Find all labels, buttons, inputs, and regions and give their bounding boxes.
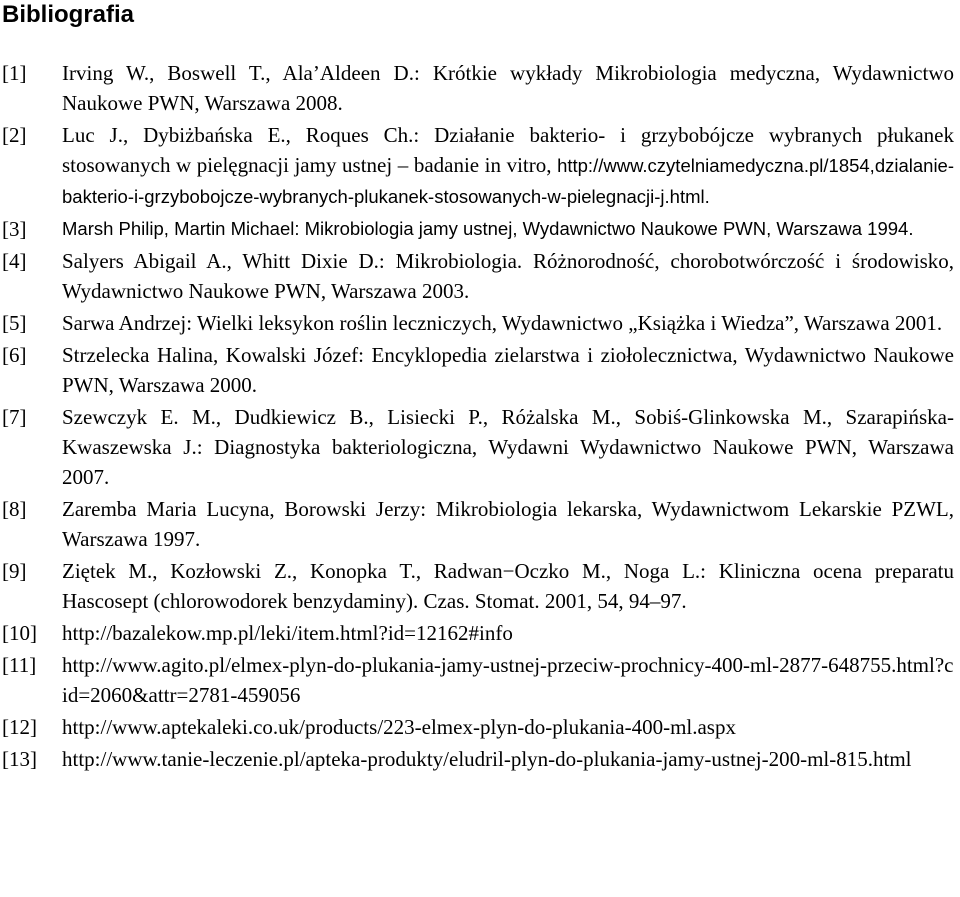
reference-text: Marsh Philip, Martin Michael: Mikrobiologia jamy ustnej, Wydawnictwo Naukowe PWN, Warszawa 1994. xyxy=(62,218,914,239)
reference-url: http://www.agito.pl/elmex-plyn-do-plukania-jamy-ustnej-przeciw-prochnicy-400-ml-2877-648755.html?cid=2060&attr=2781-459056 xyxy=(62,653,954,707)
reference-item-12 xyxy=(0,712,954,742)
reference-text: Szewczyk E. M., Dudkiewicz B., Lisiecki P., Różalska M., Sobiś-Glinkowska M., Szarapińska- Kwaszewska J.: Diagnostyka bakteriologiczna, Wydawni Wydawnictwo Naukowe PWN, Warszawa 2007. xyxy=(62,405,954,489)
reference-item-10 xyxy=(0,618,954,648)
reference-number: [12] xyxy=(2,715,37,739)
reference-item-7 xyxy=(0,402,954,492)
reference-number: [2] xyxy=(2,123,27,147)
reference-text: Strzelecka Halina, Kowalski Józef: Encyklopedia zielarstwa i ziołolecznictwa, Wydawnictwo Naukowe PWN, Warszawa 2000. xyxy=(62,343,954,397)
reference-url: http://bazalekow.mp.pl/leki/item.html?id=12162#info xyxy=(62,621,513,645)
reference-text: Ziętek M., Kozłowski Z., Konopka T., Radwan−Oczko M., Noga L.: Kliniczna ocena preparatu Hascosept (chlorowodorek benzydaminy). Czas. Stomat. 2001, 54, 94–97. xyxy=(62,559,954,613)
reference-item-3 xyxy=(0,214,954,244)
reference-body xyxy=(62,120,954,212)
reference-text: Salyers Abigail A., Whitt Dixie D.: Mikrobiologia. Różnorodność, chorobotwórczość i środowisko, Wydawnictwo Naukowe PWN, Warszawa 2003. xyxy=(62,249,954,303)
reference-number: [7] xyxy=(2,405,27,429)
reference-number: [13] xyxy=(2,747,37,771)
reference-number: [9] xyxy=(2,559,27,583)
reference-number: [6] xyxy=(2,343,27,367)
reference-text: Zaremba Maria Lucyna, Borowski Jerzy: Mikrobiologia lekarska, Wydawnictwom Lekarskie PZWL, Warszawa 1997. xyxy=(62,497,954,551)
reference-number: [10] xyxy=(2,621,37,645)
reference-number: [3] xyxy=(2,217,27,241)
reference-item-2 xyxy=(0,120,954,212)
reference-text: Irving W., Boswell T., Ala’Aldeen D.: Krótkie wykłady Mikrobiologia medyczna, Wydawnictwo Naukowe PWN, Warszawa 2008. xyxy=(62,61,954,115)
page-title: Bibliografia xyxy=(2,1,135,28)
reference-item-11 xyxy=(0,650,954,710)
reference-number: [4] xyxy=(2,249,27,273)
reference-text: Luc J., Dybiżbańska E., Roques Ch.: Działanie bakterio- i grzybobójcze wybranych płukanek stosowanych w pielęgnacji jamy ustnej – badanie in vitro, xyxy=(62,123,954,177)
reference-item-6 xyxy=(0,340,954,400)
reference-item-1 xyxy=(0,58,954,118)
reference-item-9 xyxy=(0,556,954,616)
reference-text: Sarwa Andrzej: Wielki leksykon roślin leczniczych, Wydawnictwo „Książka i Wiedza”, Warszawa 2001. xyxy=(62,311,943,335)
reference-number: [11] xyxy=(2,653,37,677)
reference-item-8 xyxy=(0,494,954,554)
reference-number: [1] xyxy=(2,61,27,85)
reference-number: [5] xyxy=(2,311,27,335)
reference-item-5 xyxy=(0,308,954,338)
reference-url: http://www.czytelniamedyczna.pl/1854,dzialanie-bakterio-i-grzybobojcze-wybranych-plukanek-stosowanych-w-pielegnacji-j.html. xyxy=(62,155,955,207)
reference-item-4 xyxy=(0,246,954,306)
reference-url: http://www.aptekaleki.co.uk/products/223-elmex-plyn-do-plukania-400-ml.aspx xyxy=(62,715,736,739)
bibliography-list xyxy=(0,58,954,776)
reference-url: http://www.tanie-leczenie.pl/apteka-produkty/eludril-plyn-do-plukania-jamy-ustnej-200-ml-815.html xyxy=(62,747,912,771)
reference-item-13 xyxy=(0,744,954,774)
reference-number: [8] xyxy=(2,497,27,521)
